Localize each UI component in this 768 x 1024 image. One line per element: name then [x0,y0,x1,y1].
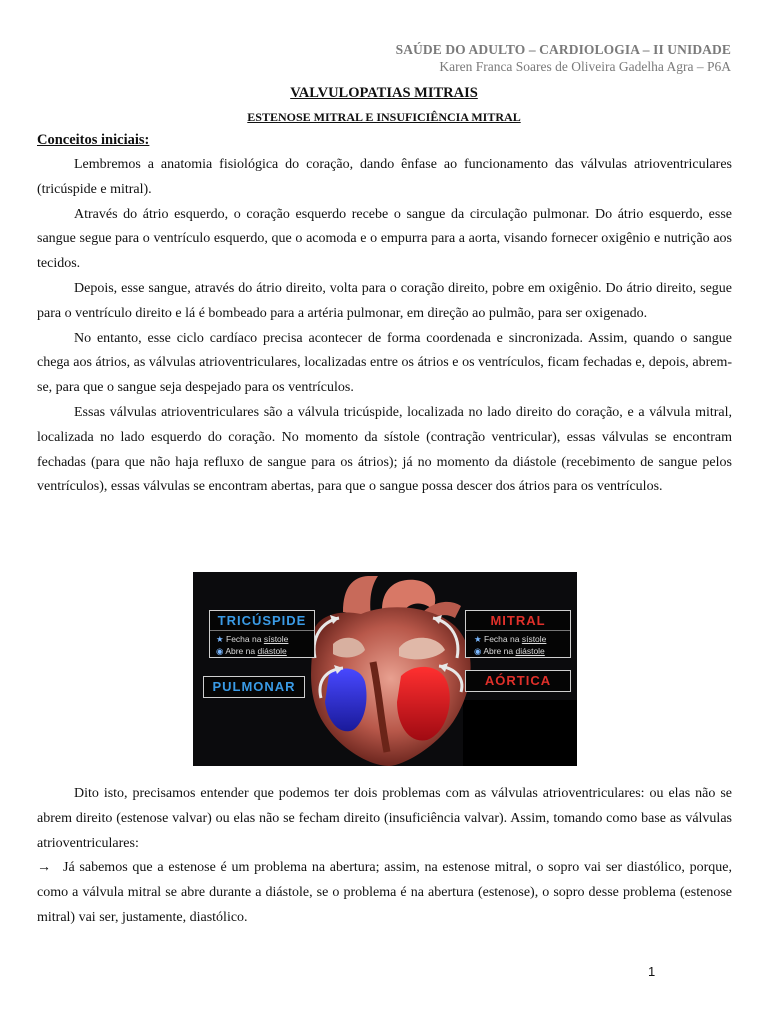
tricuspid-label: TRICÚSPIDE [210,611,314,631]
right-arrow-icon: → [37,860,51,876]
star-icon: ★ [474,634,482,644]
paragraph: Através do átrio esquerdo, o coração esquerdo recebe o sangue da circulação pulmonar. Do átrio esquerdo, esse sangue segue para o ventrículo esquerdo, que o acomoda e o empurra para a aorta, visando fornecer oxigênio e nutrição aos tecidos. [37,206,732,272]
paragraph: Lembremos a anatomia fisiológica do coração, dando ênfase ao funcionamento das válvulas atrioventriculares (tricúspide e mitral). [37,157,732,197]
mitral-label-box [465,610,571,658]
section-heading: Conceitos iniciais: [37,132,150,148]
close-systole-note: ★ Fecha na sístole [216,634,289,644]
paragraph: No entanto, esse ciclo cardíaco precisa acontecer de forma coordenada e sincronizada. Assim, quando o sangue chega aos átrios, as válvulas atrioventriculares, localizadas entre os átrios e os ventrículos, ficam fechadas e, depois, abrem-se, para que o sangue seja despejado para os ventrículos. [37,330,732,396]
paragraph: Depois, esse sangue, através do átrio direito, volta para o coração direito, pobre em oxigênio. Do átrio direito, segue para o ventrículo direito e lá é bombeado para a artéria pulmonar, em direção ao pulmão, para ser oxigenado. [37,280,732,321]
aortic-label: AÓRTICA [484,673,552,688]
running-header [396,42,731,75]
aortic-label-box [465,670,571,692]
pulmonary-label-box [203,676,305,698]
heart-valves-figure [193,572,577,766]
open-diastole-note: ◉ Abre na diástole [474,646,545,656]
header-course: SAÚDE DO ADULTO – CARDIOLOGIA – II UNIDADE [395,42,731,57]
arrow-item-text: Já sabemos que a estenose é um problema na abertura; assim, na estenose mitral, o sopro vai ser diastólico, porque, como a válvula mitral se abre durante a diástole, se o problema é na abertura (estenose), o sopro desse problema (estenose mitral) vai ser, justamente, diastólico. [37,860,732,925]
heart-illustration [193,572,577,766]
mitral-label: MITRAL [466,611,570,631]
body-text-continued [37,782,732,931]
pulmonary-label: PULMONAR [212,679,296,694]
vena-cava-shape [343,576,378,616]
tricuspid-label-box [209,610,315,658]
document-subtitle: ESTENOSE MITRAL E INSUFICIÊNCIA MITRAL [247,110,521,124]
star-icon: ★ [216,634,224,644]
close-systole-note: ★ Fecha na sístole [474,634,547,644]
dot-icon: ◉ [216,646,224,656]
page-number: 1 [648,964,656,979]
body-text [37,153,732,500]
header-author: Karen Franca Soares de Oliveira Gadelha Agra – P6A [439,59,731,74]
arrow-list-item [37,856,732,930]
open-diastole-note: ◉ Abre na diástole [216,646,287,656]
paragraph: Dito isto, precisamos entender que podemos ter dois problemas com as válvulas atrioventriculares: ou elas não se abrem direito (estenose valvar) ou elas não se fecham direito (insuficiência valvar). Assim, tomando como base as válvulas atrioventriculares: [37,786,732,851]
document-title: VALVULOPATIAS MITRAIS [290,85,478,101]
dot-icon: ◉ [474,646,482,656]
paragraph: Essas válvulas atrioventriculares são a válvula tricúspide, localizada no lado direito do coração, e a válvula mitral, localizada no lado esquerdo do coração. No momento da sístole (contração ventricular), essas válvulas se encontram fechadas (para que não haja refluxo de sangue para os átrios); já no momento da diástole (recebimento de sangue pelos ventrículos), essas válvulas se encontram abertas, para que o sangue possa descer dos átrios para os ventrículos. [37,404,732,495]
